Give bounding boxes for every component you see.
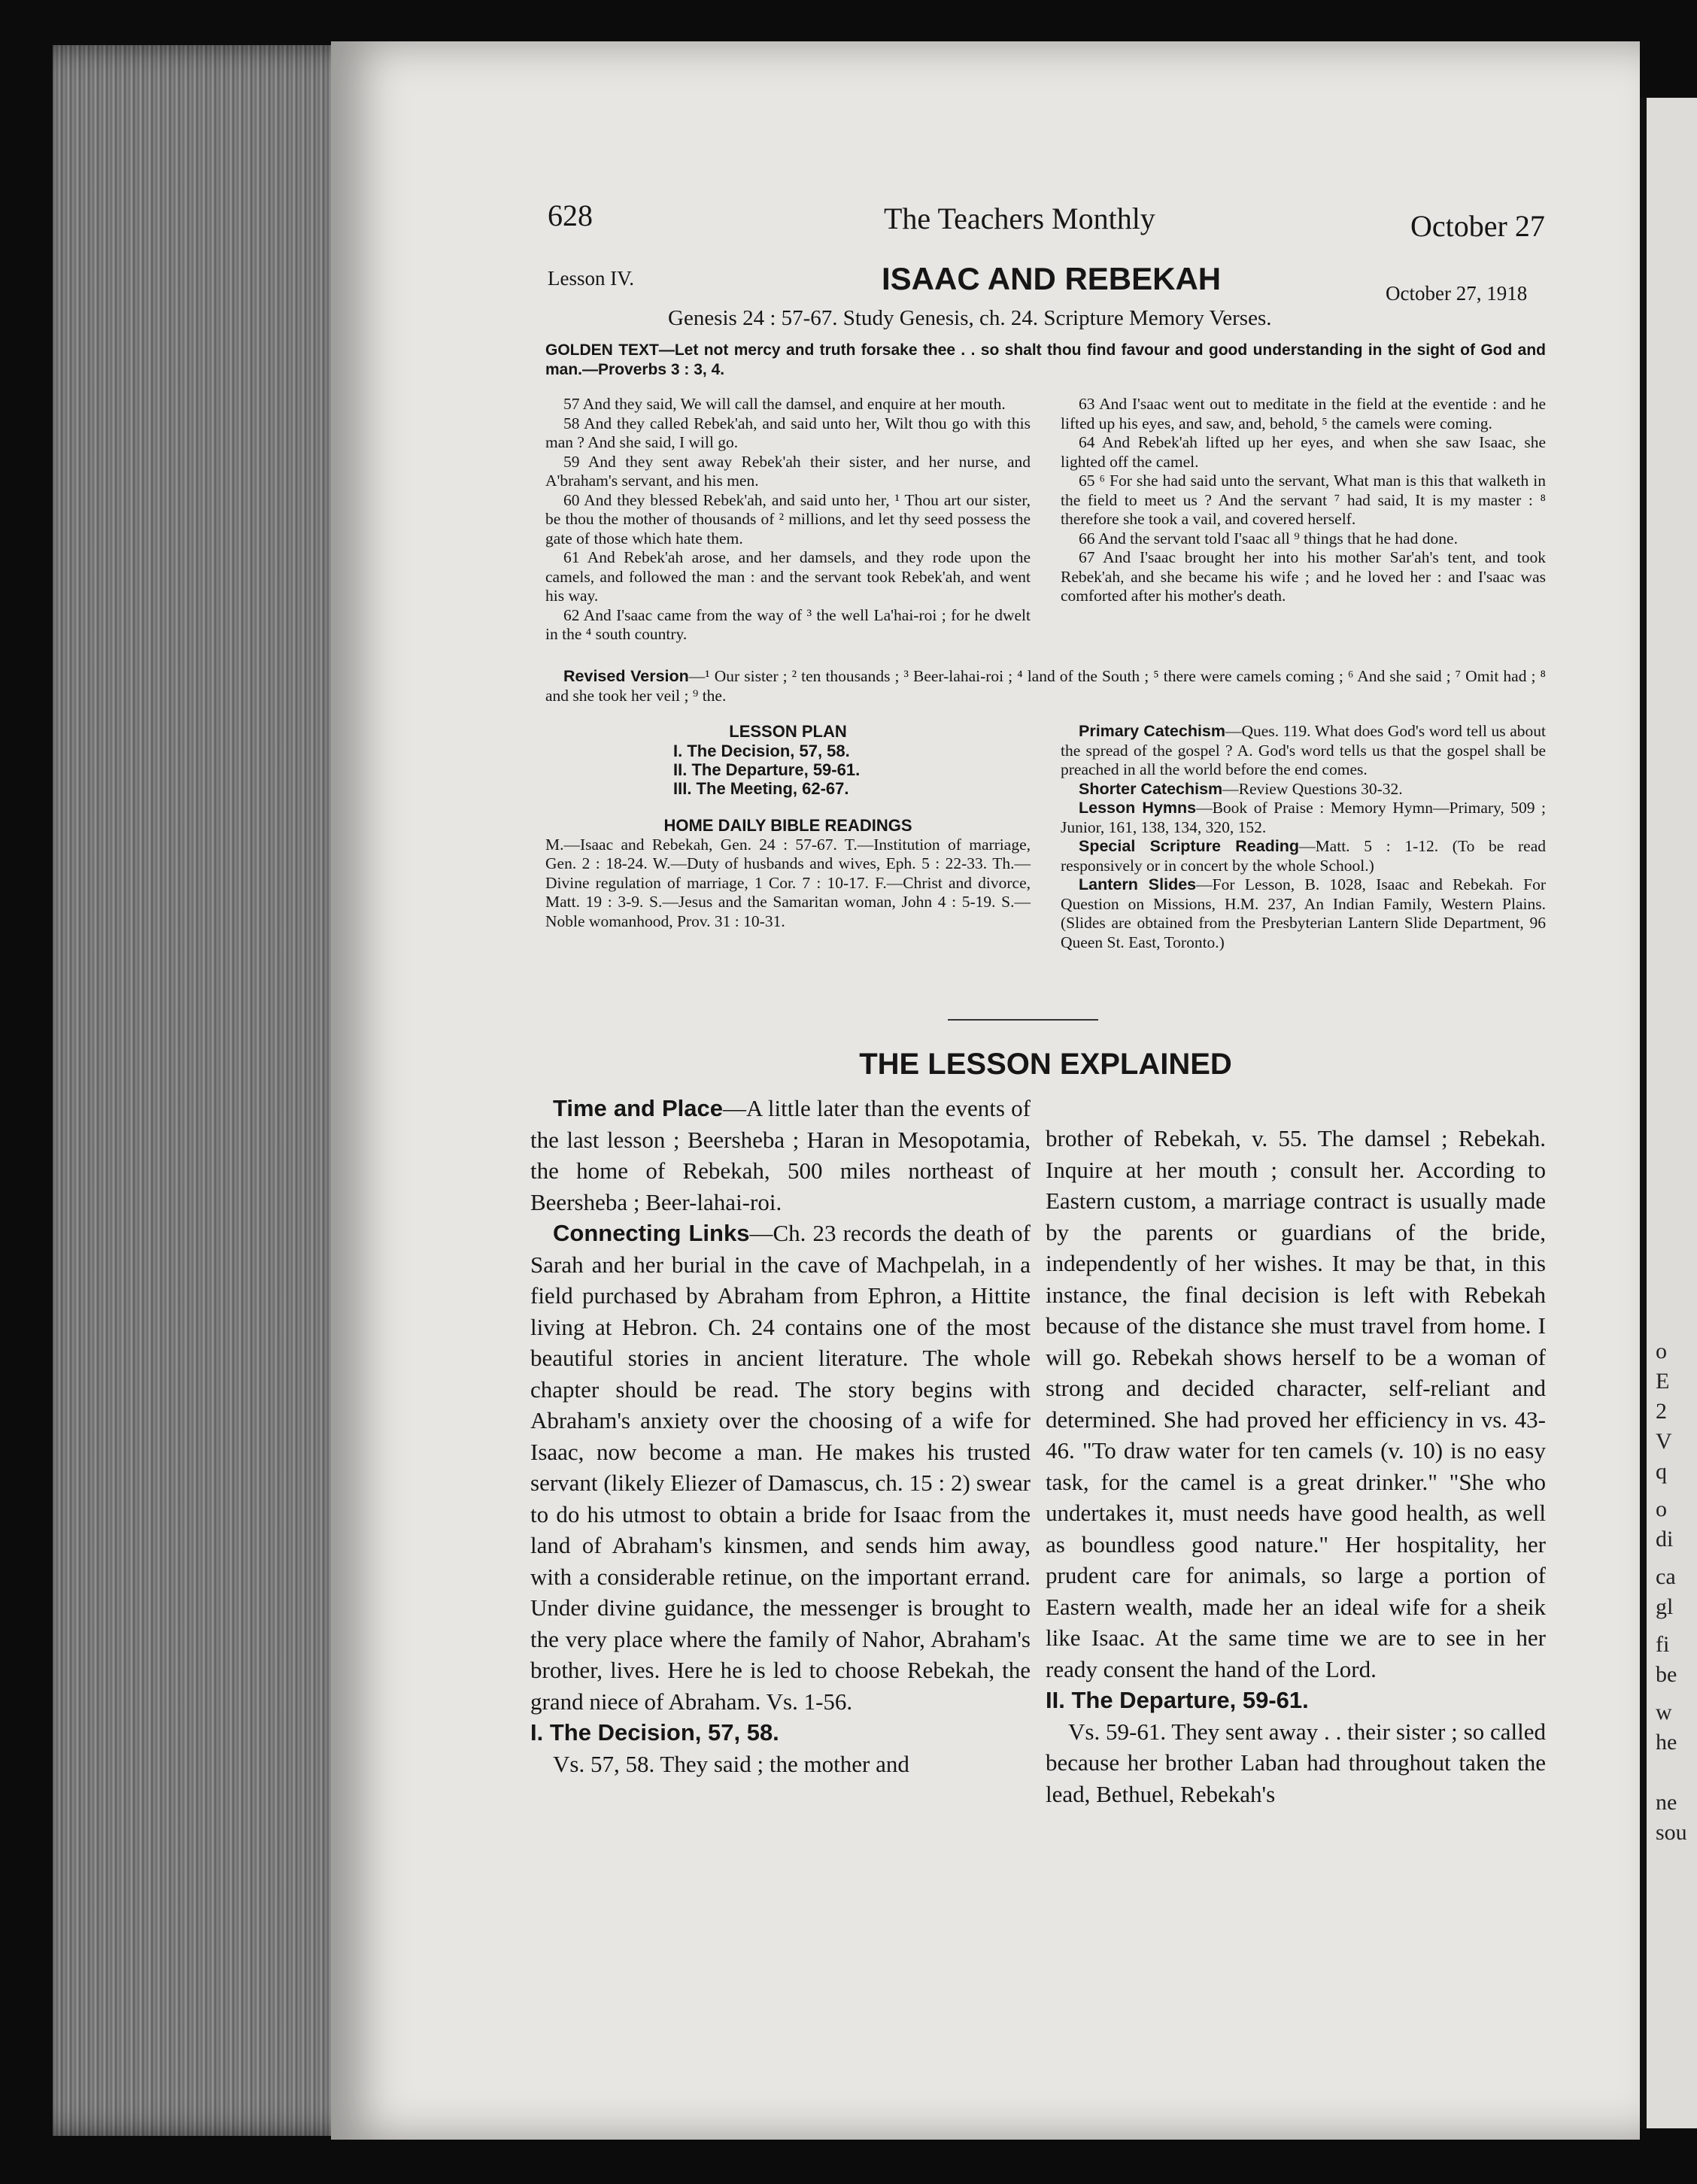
next-page-fragment: o	[1656, 1497, 1667, 1521]
explained-heading: THE LESSON EXPLAINED	[859, 1048, 1232, 1081]
verse: 61 And Rebek'ah arose, and her damsels, and they rode upon the camels, and followed the man : and the servant took Rebek'ah, and went his way.	[545, 548, 1031, 605]
section-divider	[948, 1019, 1098, 1021]
home-readings-text: M.—Isaac and Rebekah, Gen. 24 : 57-67. T.—Institution of marriage, Gen. 2 : 18-24. W.—Duty of husbands and wives, Eph. 5 : 22-33. Th.—Divine regulation of marriage, 1 Cor. 7 : 10-17. F.—Christ and divorce, Matt. 19 : 3-9. S.—Jesus and the Samaritan woman, John 4 : 5-19. S.—Noble womanhood, Prov. 31 : 10-31.	[545, 835, 1031, 930]
explained-left-column: Time and Place—A little later than the events of the last lesson ; Beersheba ; Haran in Mesopotamia, the home of Rebekah, 500 miles northeast of Beersheba ; Beer-lahai-roi. Connecting Links—Ch. 23 records the death of Sarah and her burial in the cave of Machpelah, in a field purchased by Abraham from Ephron, a Hittite living at Hebron. Ch. 24 contains one of the most beautiful stories in ancient literature. The whole chapter should be read. The story begins with Abraham's anxiety over the choosing of a wife for Isaac, now become a man. He makes his trusted servant (likely Eliezer of Damascus, ch. 15 : 2) swear to do his utmost to obtain a bride for Isaac from the land of Abraham's kinsmen, and sends him away, with a considerable retinue, on the important errand. Under divine guidance, the messenger is brought to the very place where the family of Nahor, Abraham's brother, lives. Here he is led to choose Rebekah, the grand niece of Abraham. Vs. 1-56. I. The Decision, 57, 58. Vs. 57, 58. They said ; the mother and	[530, 1093, 1031, 1779]
lesson-plan-item: III. The Meeting, 62-67.	[673, 779, 849, 798]
verse: 59 And they sent away Rebek'ah their sister, and her nurse, and A'braham's servant, and his men.	[545, 452, 1031, 490]
verse: 66 And the servant told I'saac all ⁹ things that he had done.	[1079, 529, 1458, 548]
next-page-fragment: gl	[1656, 1594, 1674, 1619]
lesson-date: October 27, 1918	[1386, 282, 1528, 305]
verse: 60 And they blessed Rebek'ah, and said unto her, ¹ Thou art our sister, be thou the mother of thousands of ² millions, and let thy seed possess the gate of those which hate them.	[545, 490, 1031, 548]
verses-right-column	[1061, 395, 1546, 606]
departure-text: Vs. 59-61. They sent away . . their sister ; so called because her brother Laban had throughout taken the lead, Bethuel, Rebekah's	[1046, 1718, 1546, 1807]
decision-text: Vs. 57, 58. They said ; the mother and	[553, 1750, 909, 1777]
next-page-fragment: sou	[1656, 1820, 1687, 1845]
next-page-fragment: o	[1656, 1339, 1667, 1363]
explained-right-column	[1046, 1123, 1546, 1809]
book-page-edges	[53, 45, 369, 2136]
next-page-fragment: fi	[1656, 1632, 1670, 1657]
verse: 65 ⁶ For she had said unto the servant, What man is this that walketh in the field to meet us ? And the servant ⁷ had said, It is my master : ⁸ therefore she took a vail, and covered herself.	[1061, 472, 1546, 528]
next-page-fragment: E	[1656, 1369, 1670, 1394]
verse: 63 And I'saac went out to meditate in the field at the eventide : and he lifted up his eyes, and saw, and, behold, ⁵ the camels were coming.	[1061, 395, 1546, 432]
lesson-plan	[545, 722, 1031, 798]
lesson-plan-item: II. The Departure, 59-61.	[673, 760, 861, 779]
verses-left-column	[545, 395, 1031, 645]
next-page-fragment: 2	[1656, 1399, 1667, 1424]
verse: 58 And they called Rebek'ah, and said unto her, Wilt thou go with this man ? And she said, I will go.	[545, 414, 1031, 451]
lesson-plan-item: I. The Decision, 57, 58.	[673, 742, 850, 760]
lesson-plan-heading: LESSON PLAN	[729, 722, 847, 741]
running-title: The Teachers Monthly	[884, 202, 1155, 235]
next-page-fragment: w	[1656, 1700, 1672, 1724]
section-departure: II. The Departure, 59-61.	[1046, 1687, 1309, 1713]
next-page-fragment: di	[1656, 1527, 1674, 1552]
page-number: 628	[548, 199, 593, 232]
verse: 64 And Rebek'ah lifted up her eyes, and when she saw Isaac, she lighted off the camel.	[1061, 433, 1546, 471]
next-page-strip	[1636, 98, 1697, 2128]
scripture-reference: Genesis 24 : 57-67. Study Genesis, ch. 24. Scripture Memory Verses.	[668, 306, 1272, 330]
next-page-fragment: ca	[1656, 1564, 1676, 1589]
verse: 67 And I'saac brought her into his mother Sar'ah's tent, and took Rebek'ah, and she became his wife ; and he loved her : and I'saac was comforted after his mother's death.	[1061, 548, 1546, 605]
next-page-fragment: V	[1656, 1429, 1672, 1454]
next-page-fragment: q	[1656, 1459, 1667, 1484]
explained-right-text: brother of Rebekah, v. 55. The damsel ; Rebekah. Inquire at her mouth ; consult her. According to Eastern custom, a marriage contract is usually made by the parents or guardians of the bride, independently of her wishes. It may be that, in this instance, the final decision is left with Rebekah because of the distance she must travel from home. I will go. Rebekah shows herself to be a woman of strong and decided character, self-reliant and determined. She had proved her efficiency in vs. 43-46. "To draw water for ten camels (v. 10) is no easy task, for the camel is a great drinker." "She who undertakes it, must needs have good health, as well as boundless good nature." Her hospitality, her prudent care for animals, so large a portion of Eastern wealth, made her an ideal wife for a sheik like Isaac. At the same time we are to see in her ready consent the hand of the Lord.	[1046, 1125, 1546, 1682]
catechism-block: Primary Catechism—Ques. 119. What does God's word tell us about the spread of the gospel ? A. God's word tells us that the gospel shall be preached in all the world before the end comes. Shorter Catechism—Review Questions 30-32. Lesson Hymns—Book of Praise : Memory Hymn—Primary, 509 ; Junior, 161, 138, 134, 320, 152. Special Scripture Reading—Matt. 5 : 1-12. (To be read responsively or in concert by the whole School.) Lantern Slides—For Lesson, B. 1028, Isaac and Rebekah. For Question on Missions, H.M. 237, An Indian Family, Western Plains. (Slides are obtained from the Presbyterian Lantern Slide Department, 96 Queen St. East, Toronto.)	[1061, 722, 1547, 951]
home-readings	[545, 816, 1031, 931]
verse: 57 And they said, We will call the damsel, and enquire at her mouth.	[563, 395, 1006, 413]
lesson-number: Lesson IV.	[548, 267, 635, 290]
next-page-fragment: ne	[1656, 1790, 1677, 1815]
book-page	[331, 41, 1640, 2140]
verse: 62 And I'saac came from the way of ³ the well La'hai-roi ; for he dwelt in the ⁴ south country.	[545, 605, 1031, 643]
golden-text: GOLDEN TEXT—Let not mercy and truth forsake thee . . so shalt thou find favour and good understanding in the sight of God and man.—Proverbs 3 : 3, 4.	[545, 341, 1546, 378]
next-page-fragment: be	[1656, 1662, 1677, 1687]
next-page-fragment: he	[1656, 1730, 1677, 1755]
section-decision: I. The Decision, 57, 58.	[530, 1719, 779, 1746]
issue-date: October 27	[1410, 209, 1545, 243]
home-readings-heading: HOME DAILY BIBLE READINGS	[663, 816, 912, 835]
lesson-title: ISAAC AND REBEKAH	[882, 261, 1222, 296]
revised-version: Revised Version—¹ Our sister ; ² ten thousands ; ³ Beer-lahai-roi ; ⁴ land of the South ; ⁵ there were camels coming ; ⁶ And she said ; ⁷ Omit had ; ⁸ and she took her veil ; ⁹ the.	[545, 667, 1546, 705]
